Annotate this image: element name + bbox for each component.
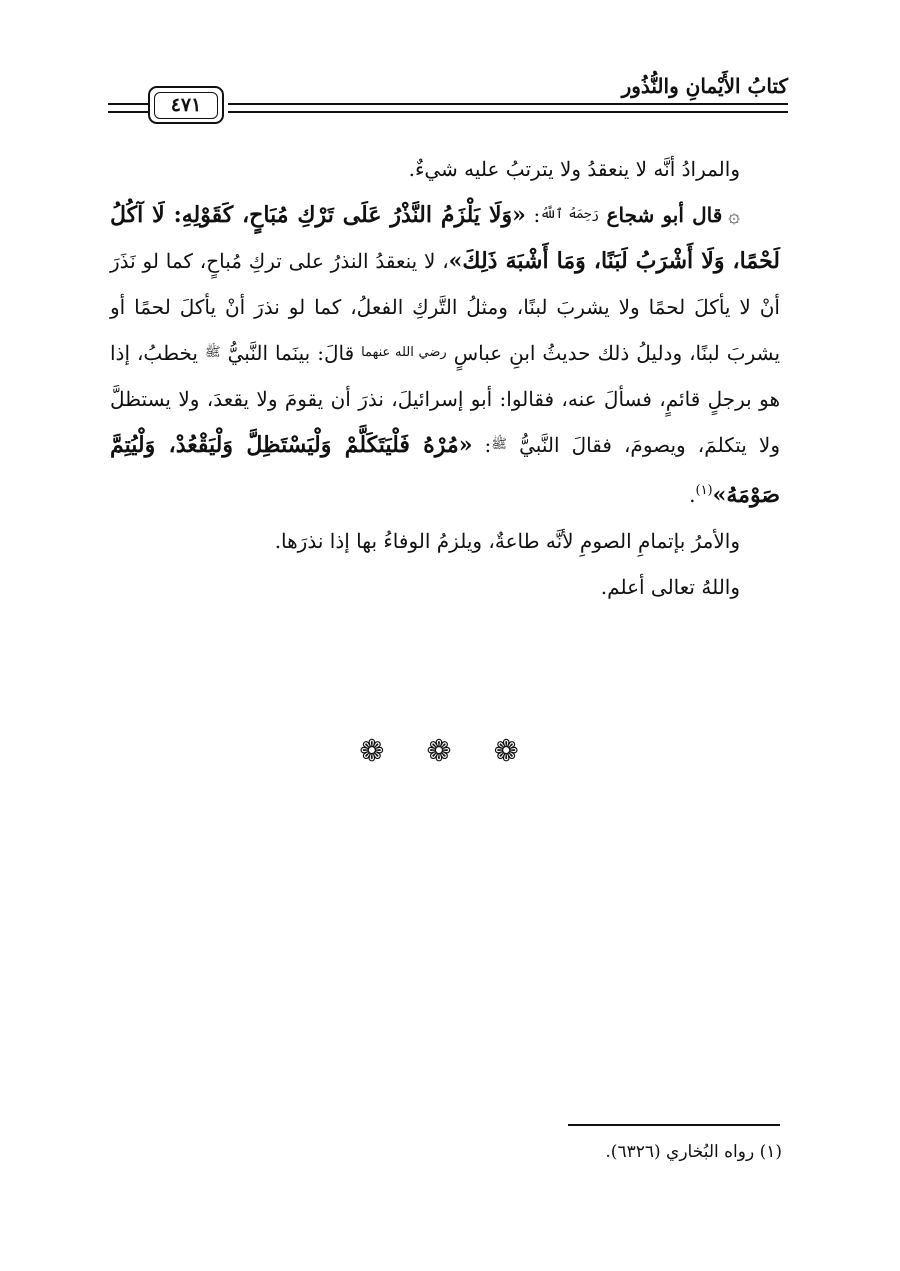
hadith-quote: «مُرْهُ فَلْيَتَكَلَّمْ وَلْيَسْتَظِلَّ وَلْيَقْعُدْ، وَلْيُتِمَّ صَوْمَهُ» [110, 432, 780, 508]
paragraph-1: والمرادُ أنَّه لا ينعقدُ ولا يترتبُ عليه شيءٌ. [408, 157, 740, 181]
paragraph-3: والأمرُ بإتمامِ الصومِ لأنَّه طاعةٌ، ويلزمُ الوفاءُ بها إذا نذرَها. [274, 529, 740, 553]
commentary-text-2: قالَ: بينَما النَّبيُّ [227, 341, 362, 365]
footnote-divider [568, 1124, 780, 1126]
period: . [689, 483, 696, 507]
matn-quote: «وَلَا يَلْزَمُ النَّذْرُ عَلَى تَرْكِ مُبَاحٍ، كَقَوْلِهِ: لَا آكُلُ لَحْمًا، وَلَا أَشْرَبُ لَبَنًا، وَمَا أَشْبَهَ ذَلِكَ» [110, 202, 780, 274]
honorific-3: ﷺ [204, 345, 221, 360]
header-rule-left [108, 103, 150, 113]
section-divider [0, 734, 900, 769]
section-marker-icon: ۞ [728, 203, 741, 227]
page-number-frame [148, 86, 224, 124]
paragraph-4: واللهُ تعالى أعلم. [600, 575, 740, 599]
paragraph-2 [110, 192, 780, 518]
commentary-text: ، لا ينعقدُ النذرُ على تركِ مُباحٍ، كما لو نَذَرَ أنْ لا يأكلَ لحمًا ولا يشربَ لبنًا، ومثلُ التَّركِ الفعلُ، كما لو نذرَ أنْ يأكلَ لحمًا أو يشربَ لبنًا، ودليلُ ذلك حديثُ ابنِ عباسٍ [110, 249, 781, 365]
honorific-4: ﷺ [491, 437, 508, 452]
page-body [110, 146, 780, 610]
header-rule-right [228, 103, 788, 113]
colon-2: : [472, 433, 492, 457]
author-name: قال أبو شجاع [606, 203, 723, 227]
honorific: رَحِمَهُ ٱللَّهُ [540, 207, 599, 222]
honorific-2: رضي الله عنهما [361, 345, 447, 360]
commentary-text-3: يخطبُ، إذا هو برجلٍ قائمٍ، فسألَ عنه، فقالوا: أبو إسرائيلَ، نذرَ أن يقومَ ولا يقعدَ، ولا يستظلَّ ولا يتكلمَ، ويصومَ، فقالَ النَّبيُّ [110, 341, 780, 457]
chapter-title: كتابُ الأَيْمانِ والنُّذُور [621, 74, 788, 98]
flower-ornament-icon: ❁ [359, 734, 407, 769]
flower-ornament-icon: ❁ [426, 734, 474, 769]
footnote: (١) رواه البُخاري (٦٣٢٦). [605, 1142, 782, 1162]
page-header [108, 70, 788, 128]
colon: : [525, 203, 541, 227]
footnote-ref[interactable]: (١) [695, 483, 713, 498]
page-number: ٤٧١ [154, 92, 218, 119]
flower-ornament-icon: ❁ [493, 734, 541, 769]
